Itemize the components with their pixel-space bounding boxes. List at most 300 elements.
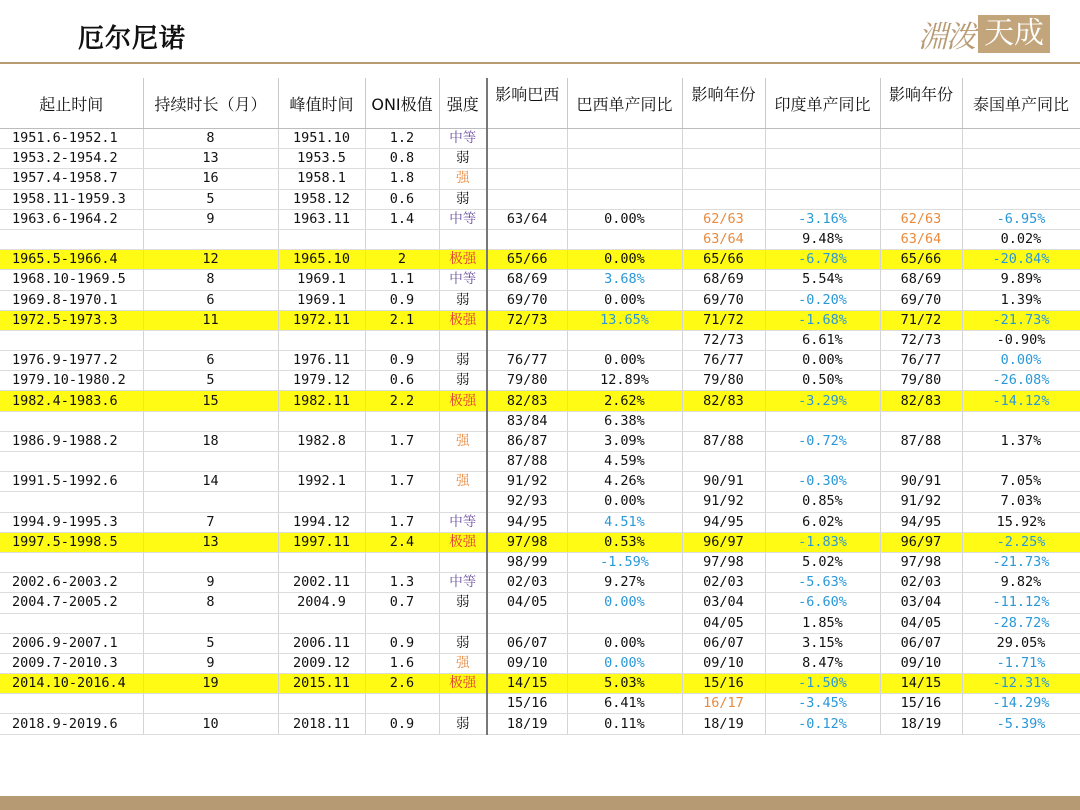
cell-brazil-year: 92/93 <box>487 492 567 512</box>
cell-strength: 弱 <box>439 290 487 310</box>
table-row <box>0 149 1080 169</box>
table-row <box>0 653 1080 673</box>
cell-period: 1969.8-1970.1 <box>0 290 143 310</box>
table-row <box>0 371 1080 391</box>
cell-india-year <box>682 452 765 472</box>
cell-duration: 14 <box>143 472 278 492</box>
cell-oni: 1.2 <box>365 129 439 149</box>
cell-period: 2014.10-2016.4 <box>0 674 143 694</box>
cell-strength: 极强 <box>439 532 487 552</box>
table-row <box>0 209 1080 229</box>
cell-brazil-year <box>487 229 567 249</box>
cell-strength: 中等 <box>439 209 487 229</box>
cell-oni: 2.4 <box>365 532 439 552</box>
cell-peak <box>278 492 365 512</box>
cell-india-year: 94/95 <box>682 512 765 532</box>
cell-india-yield <box>765 452 880 472</box>
cell-period: 1994.9-1995.3 <box>0 512 143 532</box>
table-row <box>0 129 1080 149</box>
cell-oni: 1.6 <box>365 653 439 673</box>
cell-india-year: 91/92 <box>682 492 765 512</box>
cell-strength: 弱 <box>439 351 487 371</box>
cell-period: 2004.7-2005.2 <box>0 593 143 613</box>
cell-duration: 9 <box>143 653 278 673</box>
cell-thailand-year: 72/73 <box>880 330 962 350</box>
table-row <box>0 573 1080 593</box>
cell-thailand-year <box>880 411 962 431</box>
cell-thailand-year: 97/98 <box>880 552 962 572</box>
cell-thailand-year: 18/19 <box>880 714 962 734</box>
cell-oni: 2.1 <box>365 310 439 330</box>
cell-brazil-year: 09/10 <box>487 653 567 673</box>
cell-thailand-yield: 29.05% <box>962 633 1080 653</box>
table-row <box>0 169 1080 189</box>
cell-india-year: 90/91 <box>682 472 765 492</box>
table-row <box>0 431 1080 451</box>
cell-oni <box>365 552 439 572</box>
table-row <box>0 189 1080 209</box>
cell-thailand-year: 90/91 <box>880 472 962 492</box>
cell-india-yield: 8.47% <box>765 653 880 673</box>
cell-peak: 2004.9 <box>278 593 365 613</box>
cell-thailand-year: 15/16 <box>880 694 962 714</box>
cell-thailand-year <box>880 149 962 169</box>
cell-brazil-yield: 0.00% <box>567 351 682 371</box>
brand-logo <box>918 12 1050 56</box>
cell-brazil-year: 68/69 <box>487 270 567 290</box>
cell-brazil-yield: 12.89% <box>567 371 682 391</box>
cell-thailand-yield: 0.02% <box>962 229 1080 249</box>
cell-strength: 弱 <box>439 593 487 613</box>
cell-brazil-yield: 0.00% <box>567 492 682 512</box>
cell-peak: 2015.11 <box>278 674 365 694</box>
cell-thailand-year: 79/80 <box>880 371 962 391</box>
cell-oni <box>365 330 439 350</box>
cell-brazil-year: 76/77 <box>487 351 567 371</box>
cell-peak: 1958.1 <box>278 169 365 189</box>
cell-oni: 0.9 <box>365 351 439 371</box>
cell-strength <box>439 552 487 572</box>
cell-thailand-yield: -20.84% <box>962 250 1080 270</box>
cell-strength: 弱 <box>439 371 487 391</box>
cell-india-yield: -1.83% <box>765 532 880 552</box>
cell-brazil-year: 18/19 <box>487 714 567 734</box>
cell-oni <box>365 613 439 633</box>
cell-peak: 1979.12 <box>278 371 365 391</box>
cell-duration: 9 <box>143 573 278 593</box>
cell-india-yield <box>765 169 880 189</box>
cell-thailand-yield: -6.95% <box>962 209 1080 229</box>
cell-india-yield <box>765 149 880 169</box>
cell-brazil-yield <box>567 330 682 350</box>
cell-oni: 0.7 <box>365 593 439 613</box>
cell-oni: 1.7 <box>365 472 439 492</box>
table-row <box>0 633 1080 653</box>
table-row <box>0 613 1080 633</box>
cell-brazil-year: 02/03 <box>487 573 567 593</box>
cell-thailand-yield <box>962 169 1080 189</box>
cell-india-year: 16/17 <box>682 694 765 714</box>
cell-peak: 1982.11 <box>278 391 365 411</box>
cell-india-yield: -5.63% <box>765 573 880 593</box>
cell-duration: 15 <box>143 391 278 411</box>
cell-peak: 1963.11 <box>278 209 365 229</box>
cell-brazil-yield: 0.00% <box>567 250 682 270</box>
cell-thailand-yield: -0.90% <box>962 330 1080 350</box>
cell-brazil-year: 69/70 <box>487 290 567 310</box>
cell-india-yield: 0.50% <box>765 371 880 391</box>
table-row <box>0 411 1080 431</box>
cell-india-year: 02/03 <box>682 573 765 593</box>
cell-strength: 极强 <box>439 250 487 270</box>
cell-thailand-year: 62/63 <box>880 209 962 229</box>
cell-strength <box>439 452 487 472</box>
cell-thailand-year: 94/95 <box>880 512 962 532</box>
cell-strength <box>439 613 487 633</box>
cell-india-yield: -1.68% <box>765 310 880 330</box>
cell-peak <box>278 452 365 472</box>
cell-india-yield: 5.02% <box>765 552 880 572</box>
cell-india-year: 79/80 <box>682 371 765 391</box>
cell-oni <box>365 452 439 472</box>
table-row <box>0 452 1080 472</box>
cell-thailand-year: 87/88 <box>880 431 962 451</box>
cell-thailand-yield: -21.73% <box>962 310 1080 330</box>
cell-strength: 中等 <box>439 270 487 290</box>
cell-thailand-yield <box>962 149 1080 169</box>
cell-period: 1958.11-1959.3 <box>0 189 143 209</box>
cell-thailand-yield: -5.39% <box>962 714 1080 734</box>
cell-india-yield: -3.16% <box>765 209 880 229</box>
cell-brazil-year <box>487 613 567 633</box>
cell-india-yield: -3.45% <box>765 694 880 714</box>
cell-thailand-yield <box>962 452 1080 472</box>
cell-brazil-year: 15/16 <box>487 694 567 714</box>
cell-period <box>0 452 143 472</box>
cell-india-yield: 9.48% <box>765 229 880 249</box>
cell-brazil-year: 94/95 <box>487 512 567 532</box>
cell-brazil-yield: 0.00% <box>567 290 682 310</box>
cell-oni: 2.2 <box>365 391 439 411</box>
cell-india-year: 87/88 <box>682 431 765 451</box>
cell-thailand-yield: -11.12% <box>962 593 1080 613</box>
cell-brazil-year: 14/15 <box>487 674 567 694</box>
cell-brazil-year <box>487 169 567 189</box>
table-row <box>0 674 1080 694</box>
cell-duration <box>143 552 278 572</box>
cell-peak <box>278 613 365 633</box>
cell-peak: 1953.5 <box>278 149 365 169</box>
cell-period: 1976.9-1977.2 <box>0 351 143 371</box>
elnino-table-container <box>0 78 1080 735</box>
cell-brazil-yield: 3.68% <box>567 270 682 290</box>
cell-india-year: 72/73 <box>682 330 765 350</box>
cell-oni: 2.6 <box>365 674 439 694</box>
cell-thailand-year: 65/66 <box>880 250 962 270</box>
cell-thailand-year: 02/03 <box>880 573 962 593</box>
table-row <box>0 512 1080 532</box>
header-period: 起止时间 <box>0 78 143 129</box>
cell-brazil-yield: 0.00% <box>567 209 682 229</box>
cell-brazil-year: 83/84 <box>487 411 567 431</box>
cell-brazil-yield: 9.27% <box>567 573 682 593</box>
cell-period: 1951.6-1952.1 <box>0 129 143 149</box>
cell-brazil-year: 87/88 <box>487 452 567 472</box>
cell-period: 1968.10-1969.5 <box>0 270 143 290</box>
cell-duration <box>143 694 278 714</box>
cell-brazil-year <box>487 149 567 169</box>
cell-peak: 2018.11 <box>278 714 365 734</box>
cell-india-yield: -0.72% <box>765 431 880 451</box>
cell-brazil-yield <box>567 169 682 189</box>
table-row <box>0 290 1080 310</box>
cell-peak <box>278 330 365 350</box>
cell-strength <box>439 492 487 512</box>
cell-india-yield: -3.29% <box>765 391 880 411</box>
cell-india-yield: -1.50% <box>765 674 880 694</box>
cell-india-year: 82/83 <box>682 391 765 411</box>
cell-thailand-yield: -14.29% <box>962 694 1080 714</box>
cell-period <box>0 229 143 249</box>
cell-strength: 强 <box>439 431 487 451</box>
cell-india-yield: 6.61% <box>765 330 880 350</box>
cell-duration <box>143 613 278 633</box>
cell-duration: 16 <box>143 169 278 189</box>
cell-thailand-yield: 7.03% <box>962 492 1080 512</box>
cell-thailand-yield: -28.72% <box>962 613 1080 633</box>
cell-thailand-yield: -2.25% <box>962 532 1080 552</box>
cell-brazil-year: 63/64 <box>487 209 567 229</box>
cell-peak: 1969.1 <box>278 270 365 290</box>
cell-duration: 9 <box>143 209 278 229</box>
header-india-year: 影响年份 <box>682 78 765 129</box>
cell-brazil-year <box>487 330 567 350</box>
cell-peak <box>278 411 365 431</box>
cell-thailand-year: 63/64 <box>880 229 962 249</box>
cell-duration: 7 <box>143 512 278 532</box>
cell-india-year <box>682 411 765 431</box>
cell-oni: 0.9 <box>365 633 439 653</box>
cell-thailand-year: 03/04 <box>880 593 962 613</box>
cell-period: 1997.5-1998.5 <box>0 532 143 552</box>
cell-brazil-year: 86/87 <box>487 431 567 451</box>
cell-brazil-year: 79/80 <box>487 371 567 391</box>
cell-oni: 2 <box>365 250 439 270</box>
cell-period: 1986.9-1988.2 <box>0 431 143 451</box>
cell-peak: 1994.12 <box>278 512 365 532</box>
cell-thailand-yield: -14.12% <box>962 391 1080 411</box>
cell-period: 1965.5-1966.4 <box>0 250 143 270</box>
cell-peak <box>278 694 365 714</box>
cell-oni: 1.3 <box>365 573 439 593</box>
cell-strength: 中等 <box>439 129 487 149</box>
cell-duration: 12 <box>143 250 278 270</box>
cell-brazil-yield: 0.11% <box>567 714 682 734</box>
cell-thailand-year <box>880 169 962 189</box>
cell-oni: 1.8 <box>365 169 439 189</box>
cell-india-yield: 1.85% <box>765 613 880 633</box>
cell-india-year: 71/72 <box>682 310 765 330</box>
title-divider <box>0 62 1080 64</box>
table-row <box>0 229 1080 249</box>
cell-strength: 极强 <box>439 310 487 330</box>
cell-india-year: 18/19 <box>682 714 765 734</box>
cell-strength: 极强 <box>439 391 487 411</box>
cell-brazil-year: 04/05 <box>487 593 567 613</box>
cell-duration <box>143 492 278 512</box>
cell-oni <box>365 411 439 431</box>
cell-peak <box>278 552 365 572</box>
cell-india-year: 06/07 <box>682 633 765 653</box>
cell-brazil-yield <box>567 189 682 209</box>
cell-thailand-yield: 9.89% <box>962 270 1080 290</box>
cell-peak: 1965.10 <box>278 250 365 270</box>
header-thailand-year: 影响年份 <box>880 78 962 129</box>
cell-peak: 1992.1 <box>278 472 365 492</box>
cell-period: 1979.10-1980.2 <box>0 371 143 391</box>
cell-period: 2002.6-2003.2 <box>0 573 143 593</box>
cell-india-year: 68/69 <box>682 270 765 290</box>
cell-india-yield <box>765 411 880 431</box>
cell-thailand-yield: 1.37% <box>962 431 1080 451</box>
cell-thailand-yield <box>962 129 1080 149</box>
cell-period: 2009.7-2010.3 <box>0 653 143 673</box>
cell-brazil-yield: 4.51% <box>567 512 682 532</box>
cell-period: 1963.6-1964.2 <box>0 209 143 229</box>
cell-brazil-yield: 6.38% <box>567 411 682 431</box>
cell-brazil-year: 91/92 <box>487 472 567 492</box>
cell-strength: 弱 <box>439 633 487 653</box>
cell-india-year: 62/63 <box>682 209 765 229</box>
cell-india-yield: 5.54% <box>765 270 880 290</box>
cell-thailand-year: 71/72 <box>880 310 962 330</box>
cell-peak <box>278 229 365 249</box>
cell-india-yield: 0.00% <box>765 351 880 371</box>
cell-brazil-year: 65/66 <box>487 250 567 270</box>
cell-thailand-yield: 7.05% <box>962 472 1080 492</box>
cell-thailand-yield: -1.71% <box>962 653 1080 673</box>
cell-thailand-year: 14/15 <box>880 674 962 694</box>
logo-text-right: 天成 <box>978 15 1050 53</box>
cell-oni: 0.6 <box>365 371 439 391</box>
cell-oni: 1.1 <box>365 270 439 290</box>
cell-strength <box>439 229 487 249</box>
table-row <box>0 391 1080 411</box>
cell-duration: 6 <box>143 290 278 310</box>
header-row <box>0 78 1080 129</box>
cell-strength: 弱 <box>439 714 487 734</box>
cell-thailand-year: 04/05 <box>880 613 962 633</box>
cell-india-year: 03/04 <box>682 593 765 613</box>
cell-brazil-yield: 13.65% <box>567 310 682 330</box>
cell-duration: 8 <box>143 270 278 290</box>
cell-period: 2006.9-2007.1 <box>0 633 143 653</box>
cell-thailand-year <box>880 452 962 472</box>
cell-duration <box>143 330 278 350</box>
cell-strength: 弱 <box>439 149 487 169</box>
cell-brazil-yield: 4.59% <box>567 452 682 472</box>
table-row <box>0 250 1080 270</box>
logo-text-left: 淵泼 <box>918 20 974 55</box>
cell-peak: 1969.1 <box>278 290 365 310</box>
cell-brazil-yield: 0.00% <box>567 653 682 673</box>
cell-thailand-yield: 15.92% <box>962 512 1080 532</box>
cell-india-year <box>682 129 765 149</box>
cell-thailand-yield <box>962 411 1080 431</box>
cell-duration: 13 <box>143 149 278 169</box>
cell-duration: 5 <box>143 371 278 391</box>
cell-brazil-year: 72/73 <box>487 310 567 330</box>
cell-oni: 0.8 <box>365 149 439 169</box>
cell-oni <box>365 694 439 714</box>
cell-duration: 13 <box>143 532 278 552</box>
cell-thailand-year <box>880 189 962 209</box>
header-duration: 持续时长（月） <box>143 78 278 129</box>
cell-period: 1957.4-1958.7 <box>0 169 143 189</box>
cell-india-year: 76/77 <box>682 351 765 371</box>
header-peak: 峰值时间 <box>278 78 365 129</box>
footer-bar <box>0 796 1080 810</box>
cell-india-yield: 6.02% <box>765 512 880 532</box>
cell-strength: 中等 <box>439 573 487 593</box>
cell-brazil-yield: 0.53% <box>567 532 682 552</box>
cell-brazil-yield <box>567 229 682 249</box>
cell-india-yield: -6.60% <box>765 593 880 613</box>
cell-brazil-yield: 0.00% <box>567 593 682 613</box>
cell-thailand-year: 69/70 <box>880 290 962 310</box>
cell-brazil-year: 97/98 <box>487 532 567 552</box>
cell-oni <box>365 229 439 249</box>
table-row <box>0 593 1080 613</box>
cell-india-year: 63/64 <box>682 229 765 249</box>
cell-thailand-year: 96/97 <box>880 532 962 552</box>
cell-india-yield: 0.85% <box>765 492 880 512</box>
table-row <box>0 532 1080 552</box>
cell-india-year: 65/66 <box>682 250 765 270</box>
cell-india-year: 04/05 <box>682 613 765 633</box>
cell-india-yield: 3.15% <box>765 633 880 653</box>
cell-period <box>0 330 143 350</box>
cell-brazil-year <box>487 129 567 149</box>
page-title: 厄尔尼诺 <box>78 24 187 54</box>
cell-strength: 强 <box>439 472 487 492</box>
cell-peak: 1958.12 <box>278 189 365 209</box>
cell-india-year <box>682 189 765 209</box>
cell-thailand-year: 82/83 <box>880 391 962 411</box>
cell-brazil-year: 06/07 <box>487 633 567 653</box>
cell-duration: 8 <box>143 593 278 613</box>
cell-thailand-year: 68/69 <box>880 270 962 290</box>
cell-brazil-yield: 5.03% <box>567 674 682 694</box>
cell-duration: 11 <box>143 310 278 330</box>
cell-thailand-yield: 0.00% <box>962 351 1080 371</box>
cell-duration <box>143 452 278 472</box>
cell-oni: 0.9 <box>365 714 439 734</box>
cell-thailand-year: 91/92 <box>880 492 962 512</box>
cell-brazil-yield <box>567 613 682 633</box>
cell-brazil-year: 98/99 <box>487 552 567 572</box>
cell-duration: 19 <box>143 674 278 694</box>
cell-duration <box>143 229 278 249</box>
cell-oni <box>365 492 439 512</box>
cell-india-year: 09/10 <box>682 653 765 673</box>
cell-india-year <box>682 149 765 169</box>
cell-thailand-year: 76/77 <box>880 351 962 371</box>
cell-period <box>0 694 143 714</box>
table-row <box>0 351 1080 371</box>
cell-duration: 18 <box>143 431 278 451</box>
cell-india-year: 96/97 <box>682 532 765 552</box>
